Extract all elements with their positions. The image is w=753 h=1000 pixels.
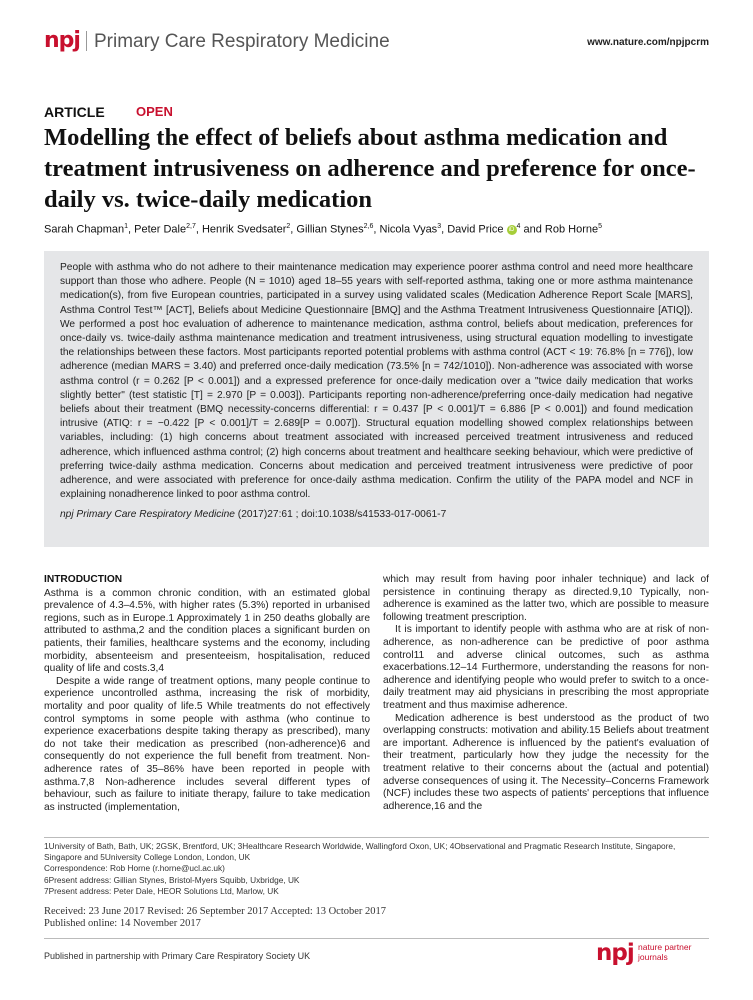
citation-journal: npj Primary Care Respiratory Medicine: [60, 509, 235, 521]
partner-line-2: journals: [638, 952, 668, 962]
author-link[interactable]: Nicola Vyas: [379, 223, 438, 236]
affiliation-marker: 5: [598, 223, 603, 230]
published-date: Published online: 14 November 2017: [44, 917, 201, 929]
article-type-label: ARTICLE: [44, 104, 105, 120]
affiliation-marker: 2,6: [363, 223, 374, 230]
body-column-right: [383, 574, 709, 813]
author-link[interactable]: Rob Horne: [544, 223, 599, 236]
body-paragraph: Medication adherence is best understood as the product of two overlapping constructs: motivation and ability.15 Beliefs about treatment are important. Adherence is influenced by the patient's evaluation of their treatment, particularly how they judge the necessity for the treatment relative to their concerns about the (actual and potential) adverse consequences of using it. The Necessity–Concerns Framework (NCF) includes these two aspects of patients' perceptions that influence adherence,16 and the: [383, 712, 709, 812]
body-column-left: [44, 574, 370, 814]
author-link[interactable]: David Price: [447, 223, 504, 236]
footnote-divider: [44, 837, 709, 838]
citation-line: [60, 508, 693, 521]
journal-url-link[interactable]: www.nature.com/npjpcrm: [587, 37, 709, 48]
footer-npj-logo: npj: [596, 940, 634, 966]
open-access-label: OPEN: [136, 104, 173, 119]
author-conjunction: and: [523, 223, 542, 236]
footer-divider: [44, 938, 709, 939]
footnotes: [44, 841, 709, 897]
partnership-text: Published in partnership with Primary Care Respiratory Society UK: [44, 951, 311, 961]
present-address-note: 6Present address: Gillian Stynes, Bristol-Myers Squibb, Uxbridge, UK: [44, 874, 300, 885]
journal-header: [44, 28, 709, 58]
affiliations-note: 1University of Bath, Bath, UK; 2GSK, Brentford, UK; 3Healthcare Research Worldwide, Wallingford Oxon, UK; 4Observational and Pragmatic Research Institute, Singapore, Singapore and 5University College London, London, UK: [44, 841, 676, 863]
body-paragraph: Asthma is a common chronic condition, with an estimated global prevalence of 4.3–4.5%, with higher rates (5.3%) reported in urbanised regions, such as in Europe.1 Approximately 1 in 250 deaths globally are attributed to asthma,2 and the condition places a significant burden on patients, their families, healthcare systems and the economy, including morbidity, absenteeism and presenteeism, hospitalisation, reduced quality of life and costs.3,4: [44, 587, 370, 675]
correspondence-note[interactable]: Correspondence: Rob Horne (r.horne@ucl.ac.uk): [44, 863, 225, 874]
body-paragraph: which may result from having poor inhaler technique) and lack of persistence in continuing therapy as directed.9,10 Typically, non-adherence is examined as the latter two, which are possible to measure following treatment prescription.: [383, 574, 709, 623]
header-divider: [86, 31, 87, 51]
author-link[interactable]: Henrik Svedsater: [201, 223, 287, 236]
author-list: Sarah Chapman$^1$, Peter Dale$^{2,7}$, Henrik Svedsater$^2$, Gillian Stynes$^{2,6}$, Nicola Vyas$^3$, David Price iD $^4$ and Rob Horne$^5$: [44, 223, 603, 236]
section-heading-introduction: INTRODUCTION: [44, 574, 123, 585]
affiliation-marker: 1: [124, 223, 129, 230]
article-title: Modelling the effect of beliefs about asthma medication and treatment intrusiveness on adherence and preference for once-daily vs. twice-daily medication: [44, 124, 696, 213]
body-paragraph: Despite a wide range of treatment options, many people continue to experience uncontrolled asthma, increasing the risk of morbidity, mortality and poor quality of life.5 While treatments do not effectively control symptoms in some people with asthma (who continue to experience exacerbations despite taking therapy as prescribed), many do not take their medication as prescribed (non-adherence)6 and consequently do not experience the full benefit from treatment. Non-adherence rates of 35–86% have been reported in people with asthma.7,8 Non-adherence includes several different types of behaviour, such as failure to initiate therapy, failure to take medication as instructed (implementation,: [44, 675, 370, 813]
citation-doi-link[interactable]: (2017)27:61 ; doi:10.1038/s41533-017-0061-7: [237, 509, 447, 521]
journal-name[interactable]: Primary Care Respiratory Medicine: [94, 31, 390, 52]
nature-partner-journals-logo[interactable]: [596, 940, 710, 970]
orcid-icon[interactable]: iD: [507, 225, 517, 235]
publication-dates: [44, 906, 709, 929]
affiliation-marker: 2,7: [186, 223, 196, 230]
affiliation-marker: 2: [286, 223, 291, 230]
npj-logo[interactable]: npj: [44, 28, 80, 53]
author-link[interactable]: Sarah Chapman: [44, 223, 125, 236]
affiliation-marker: 3: [437, 223, 442, 230]
partner-journals-label: [638, 942, 691, 962]
author-link[interactable]: Peter Dale: [134, 223, 187, 236]
body-paragraph: It is important to identify people with asthma who are at risk of non-adherence, as non-adherence can be predictive of poor asthma control11 and adverse clinical outcomes, such as asthma exacerbations.12–14 Furthermore, understanding the reasons for non-adherence and identifying people who would prefer to switch to a once-daily treatment may aid physicians in prescribing the most appropriate treatment and thus maximise adherence.: [383, 624, 709, 711]
author-link[interactable]: Gillian Stynes: [296, 223, 364, 236]
present-address-note: 7Present address: Peter Dale, HEOR Solutions Ltd, Marlow, UK: [44, 885, 279, 896]
affiliation-marker: 4: [516, 223, 521, 230]
received-dates: Received: 23 June 2017 Revised: 26 September 2017 Accepted: 13 October 2017: [44, 906, 387, 917]
partner-line-1: nature partner: [638, 942, 692, 952]
abstract-box: [44, 251, 709, 547]
abstract-text: People with asthma who do not adhere to their maintenance medication may experience poorer asthma control and need more healthcare support than those who adhere. People (N = 1010) aged 18–55 years with self-reported asthma, taking one or more asthma maintenance medication(s), from five European countries, participated in a survey using validated scales (Medication Adherence Report Scale [MARS], Asthma Control Test™ [ACT], Beliefs about Medicine Questionnaire [BMQ] and the Asthma Treatment Intrusiveness Questionnaire [ATIQ]). We performed a post hoc evaluation of adherence to maintenance medication, asthma control, beliefs about medication, preferences for once-daily vs. twice-daily asthma maintenance medication and treatment intrusiveness, using structural equation modelling to investigate the relationships between these factors. Most participants reported potential problems with asthma control (ACT < 19: 76.8% [n = 776]), low adherence (median MARS = 3.40) and preferred once-daily medication (73.5% [n = 742/1010]). Non-adherence was associated with worse asthma control (r = 0.262 [P < 0.001]) and a expressed preference for once-daily medication over a "twice daily medication that works slightly better" (test statistic [T] = 2.970 [P = 0.003]). Participants reporting non-adherence/preferring once-daily medication had negative beliefs about their treatment (BMQ necessity-concerns differential: r = 0.437 [P < 0.001]/T = 6.886 [P < 0.001]) and found medication intrusive (ATIQ: r = −0.422 [P < 0.001]/T = 2.689[P = 0.007]). Structural equation modelling showed complex relationships between variables, including: (1) high concerns about treatment associated with increased perceived treatment intrusiveness and reduced adherence, which influenced asthma control; (2) high concerns about treatment and healthcare seeking behaviour, which were predictive of preferring twice-daily asthma medication. Concerns about medication and perceived treatment intrusiveness were predictive of poor adherence, and were associated with preference for once-daily asthma medication. Confirm the utility of the PAPA model and NCF in explaining nonadherence linked to poor asthma control.: [60, 262, 693, 501]
